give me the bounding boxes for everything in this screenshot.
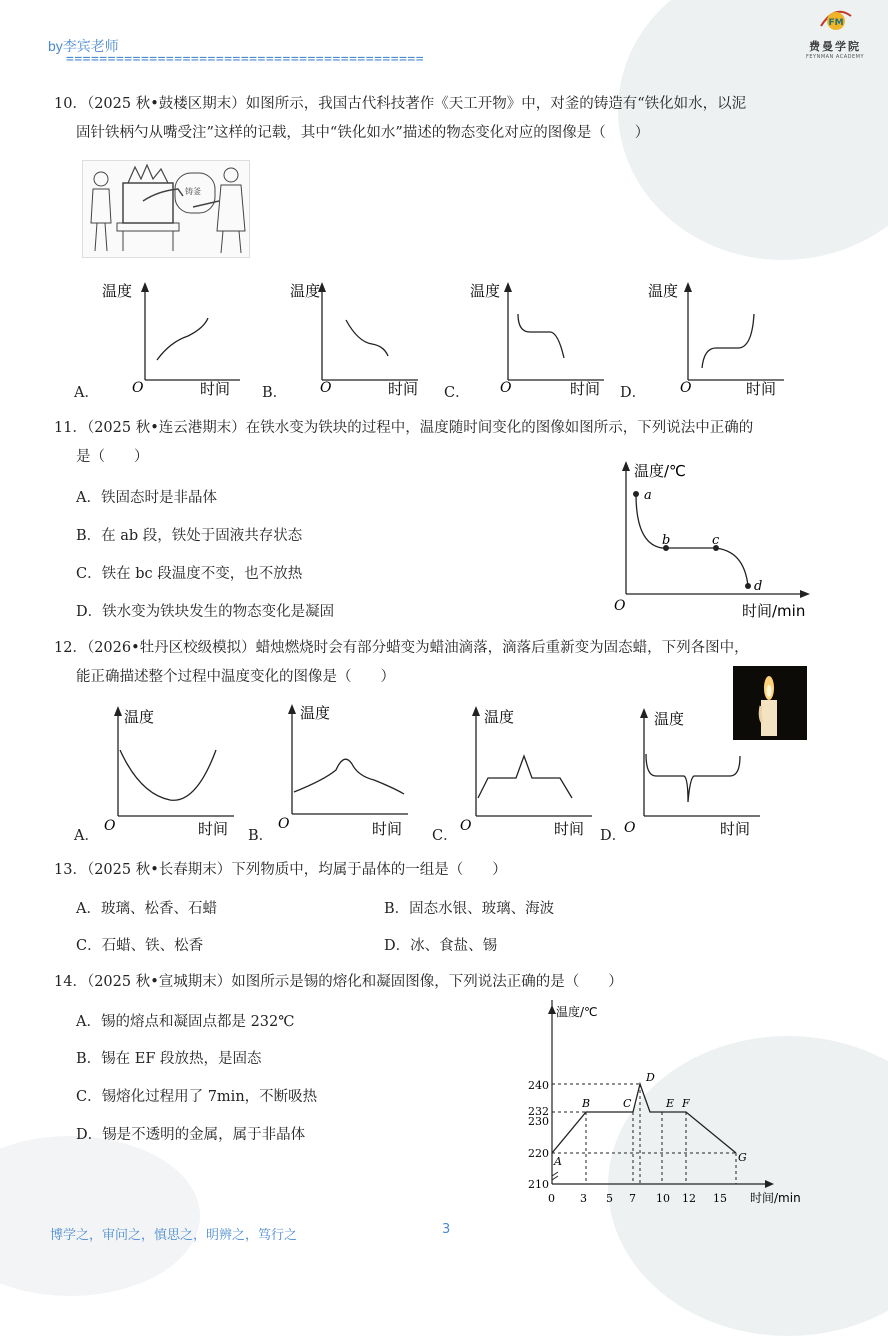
option-a: A．铁固态时是非晶体 — [76, 490, 217, 506]
question-text: 13．（2025 秋•长春期末）下列物质中，均属于晶体的一组是（ ） — [54, 862, 507, 878]
svg-text:温度: 温度 — [124, 708, 155, 726]
svg-text:G: G — [738, 1151, 747, 1164]
author-label: by李宾老师 — [48, 38, 119, 54]
graph-10-c — [468, 280, 618, 400]
svg-text:0: 0 — [548, 1192, 555, 1205]
graph-11 — [610, 458, 820, 620]
svg-text:时间: 时间 — [720, 820, 751, 838]
graph-10-b — [288, 280, 438, 400]
svg-text:FM: FM — [828, 18, 844, 28]
logo-subtitle: FEYNMAN ACADEMY — [805, 54, 864, 60]
svg-text:温度: 温度 — [102, 282, 133, 300]
svg-text:O: O — [320, 380, 332, 396]
svg-text:210: 210 — [528, 1178, 549, 1191]
svg-text:时间/min: 时间/min — [742, 602, 806, 620]
academy-logo — [800, 8, 870, 60]
svg-text:时间: 时间 — [570, 380, 601, 398]
question-text: 11．（2025 秋•连云港期末）在铁水变为铁块的过程中，温度随时间变化的图像如图所示，下列说法中正确的 — [54, 420, 754, 436]
graph-10-d — [646, 280, 796, 400]
svg-text:时间/min: 时间/min — [750, 1191, 801, 1205]
question-text: 12．（2026•牡丹区校级模拟）蜡烛燃烧时会有部分蜡变为蜡油滴落，滴落后重新变为固态蜡，下列各图中， — [54, 640, 749, 656]
option-b-label: B． — [262, 385, 288, 401]
svg-text:温度: 温度 — [300, 704, 331, 722]
svg-text:温度: 温度 — [290, 282, 321, 300]
graph-14 — [522, 1000, 812, 1212]
header-divider: =========================================== — [66, 52, 425, 67]
svg-text:O: O — [132, 380, 144, 396]
option-c-label: C． — [432, 828, 458, 844]
option-b: B．锡在 EF 段放热，是固态 — [76, 1051, 262, 1067]
svg-text:O: O — [624, 820, 636, 836]
svg-text:A: A — [554, 1155, 562, 1168]
svg-text:230: 230 — [528, 1115, 549, 1128]
option-b-label: B． — [248, 828, 274, 844]
option-c: C．锡熔化过程用了 7min，不断吸热 — [76, 1089, 318, 1105]
svg-text:时间: 时间 — [198, 820, 229, 838]
option-d: D．冰、食盐、锡 — [384, 938, 498, 954]
svg-text:7: 7 — [629, 1192, 636, 1205]
svg-text:O: O — [460, 818, 472, 834]
svg-text:240: 240 — [528, 1079, 549, 1092]
graph-12-d — [626, 706, 776, 846]
graph-12-a — [100, 704, 250, 844]
svg-text:温度: 温度 — [648, 282, 679, 300]
option-b: B．固态水银、玻璃、海波 — [384, 901, 555, 917]
svg-text:O: O — [500, 380, 512, 396]
option-d: D．锡是不透明的金属，属于非晶体 — [76, 1127, 306, 1143]
option-b: B．在 ab 段，铁处于固液共存状态 — [76, 528, 303, 544]
svg-text:时间: 时间 — [372, 820, 403, 838]
svg-text:C: C — [623, 1097, 632, 1110]
logo-name: 费曼学院 — [809, 40, 861, 53]
svg-text:温度: 温度 — [470, 282, 501, 300]
option-c-label: C． — [444, 385, 470, 401]
question-14 — [54, 968, 854, 997]
svg-text:温度/℃: 温度/℃ — [634, 462, 686, 480]
svg-text:10: 10 — [656, 1192, 670, 1205]
graph-10-a — [100, 280, 250, 400]
logo-mark-icon — [817, 8, 853, 34]
option-a-label: A． — [74, 828, 99, 844]
question-text: 10．（2025 秋•鼓楼区期末）如图所示，我国古代科技著作《天工开物》中，对釜的铸造有“铁化如水，以泥 — [54, 96, 747, 112]
question-text: 是（ ） — [76, 449, 149, 465]
footer-motto: 博学之，审问之，慎思之，明辨之，笃行之 — [50, 1228, 298, 1243]
svg-text:O: O — [614, 598, 626, 614]
option-d: D．铁水变为铁块发生的物态变化是凝固 — [76, 604, 335, 620]
svg-text:F: F — [682, 1097, 690, 1110]
svg-text:E: E — [666, 1097, 675, 1110]
graph-12-b — [274, 700, 424, 840]
option-d-label: D． — [620, 385, 647, 401]
option-a: A．锡的熔点和凝固点都是 232℃ — [76, 1014, 295, 1030]
svg-text:15: 15 — [713, 1192, 727, 1205]
svg-text:时间: 时间 — [554, 820, 585, 838]
svg-text:铸釜: 铸釜 — [185, 187, 201, 196]
page-number: 3 — [442, 1222, 451, 1237]
svg-text:12: 12 — [682, 1192, 696, 1205]
forging-illustration — [82, 160, 250, 258]
svg-text:O: O — [278, 816, 290, 832]
svg-text:时间: 时间 — [388, 380, 419, 398]
svg-text:a: a — [644, 488, 652, 503]
svg-text:d: d — [754, 579, 763, 594]
background-shape — [0, 1136, 200, 1296]
svg-text:220: 220 — [528, 1147, 549, 1160]
svg-text:b: b — [662, 533, 671, 548]
svg-text:O: O — [104, 818, 116, 834]
svg-text:O: O — [680, 380, 692, 396]
svg-text:D: D — [646, 1071, 655, 1084]
option-a: A．玻璃、松香、石蜡 — [76, 901, 217, 917]
option-d-label: D． — [600, 828, 627, 844]
svg-text:232: 232 — [528, 1105, 549, 1118]
svg-text:时间: 时间 — [200, 380, 231, 398]
option-c: C．石蜡、铁、松香 — [76, 938, 204, 954]
svg-text:时间: 时间 — [746, 380, 777, 398]
question-text: 固针铁柄勺从嘴受注”这样的记载，其中“铁化如水”描述的物态变化对应的图像是（ ） — [76, 125, 650, 141]
svg-text:3: 3 — [580, 1192, 587, 1205]
option-a-label: A． — [74, 385, 99, 401]
graph-12-c — [458, 704, 608, 844]
question-text: 能正确描述整个过程中温度变化的图像是（ ） — [76, 669, 395, 685]
option-c: C．铁在 bc 段温度不变，也不放热 — [76, 566, 303, 582]
svg-text:c: c — [712, 533, 720, 548]
question-10 — [54, 90, 854, 148]
question-13 — [54, 856, 854, 885]
svg-text:B: B — [582, 1097, 591, 1110]
svg-text:温度/℃: 温度/℃ — [556, 1005, 598, 1019]
svg-text:5: 5 — [606, 1192, 613, 1205]
question-text: 14．（2025 秋•宣城期末）如图所示是锡的熔化和凝固图像，下列说法正确的是（ ） — [54, 974, 623, 990]
svg-text:温度: 温度 — [484, 708, 515, 726]
svg-text:温度: 温度 — [654, 710, 685, 728]
